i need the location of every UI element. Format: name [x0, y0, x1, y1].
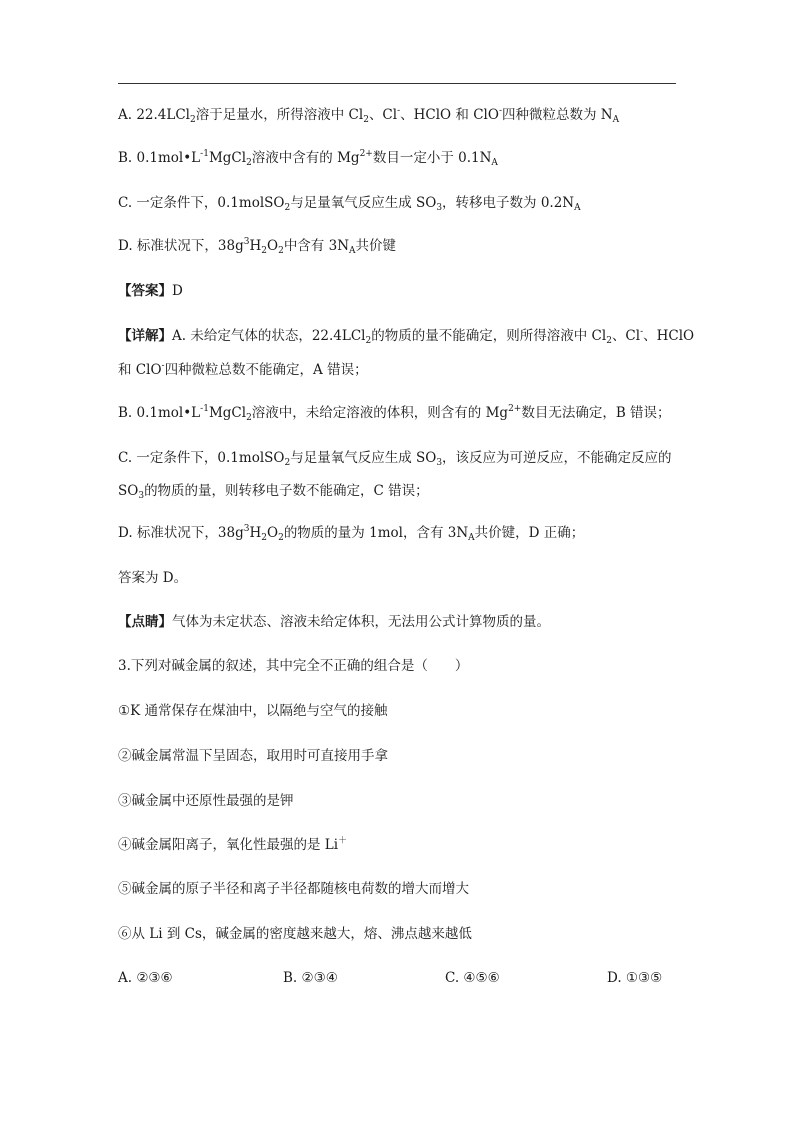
- subscript: A: [349, 246, 356, 256]
- tip-line: [118, 612, 550, 632]
- text: O: [267, 238, 279, 254]
- subscript: A: [612, 115, 620, 125]
- explanation-c-line: [118, 448, 672, 468]
- question-3-title: 3.下列对碱金属的叙述，其中完全不正确的组合是（ ）: [118, 658, 469, 674]
- text: ，转移电子数为 0.2N: [442, 195, 575, 211]
- text: 溶液中，未给定溶液的体积，则含有的 Mg: [251, 405, 509, 421]
- statement-1: ①K 通常保存在煤油中，以隔绝与空气的接触: [118, 703, 388, 719]
- answer-line: [118, 281, 183, 301]
- subscript: 2: [261, 533, 267, 543]
- text: 和 ClO: [118, 362, 162, 378]
- subscript: A: [491, 158, 498, 168]
- superscript: ＋: [338, 836, 348, 846]
- tip-label: 【点睛】: [118, 614, 172, 630]
- tip-text: 气体为未定状态、溶液未给定体积，无法用公式计算物质的量。: [172, 614, 550, 630]
- subscript: A: [574, 203, 581, 213]
- subscript: 3: [436, 203, 443, 213]
- choice-c: C. ④⑤⑥: [445, 970, 500, 986]
- text: B. 0.1mol•L: [118, 150, 201, 166]
- superscript: -: [397, 106, 401, 116]
- explanation-a-line: [118, 326, 694, 346]
- text: 与足量氧气反应生成 SO: [290, 450, 437, 466]
- choice-a: A. ②③⑥: [118, 970, 173, 986]
- option-b-line: [118, 148, 498, 168]
- option-a-line: [118, 105, 619, 125]
- explanation-c-line-2: [118, 481, 429, 501]
- subscript: 2: [190, 115, 196, 125]
- explanation-a-line-2: [118, 360, 368, 380]
- text: 的物质的量为 1mol，含有 3N: [283, 525, 469, 541]
- choice-d: D. ①③⑤: [607, 970, 663, 986]
- superscript: 2+: [359, 149, 373, 159]
- text: SO: [118, 483, 139, 499]
- subscript: 2: [246, 158, 252, 168]
- text: 数目一定小于 0.1N: [372, 150, 492, 166]
- text: MgCl: [208, 405, 247, 421]
- subscript: 2: [246, 413, 252, 423]
- subscript: 2: [284, 458, 291, 468]
- statement-2: ②碱金属常温下呈固态，取用时可直接用手拿: [118, 748, 388, 764]
- subscript: 2: [284, 203, 291, 213]
- text: A. 未给定气体的状态，22.4LCl: [172, 328, 366, 344]
- subscript: 2: [363, 115, 369, 125]
- superscript: -1: [200, 149, 209, 159]
- text: 共价键，D 正确；: [474, 525, 585, 541]
- explanation-b-line: [118, 403, 671, 423]
- explanation-d-line: [118, 523, 584, 543]
- answer-value: D: [172, 283, 183, 299]
- text: 数目无法确定，B 错误；: [521, 405, 671, 421]
- text: 的物质的量不能确定，则所得溶液中 Cl: [371, 328, 607, 344]
- option-c-line: [118, 193, 581, 213]
- subscript: 3: [138, 491, 145, 501]
- statement-6: ⑥从 Li 到 Cs，碱金属的密度越来越大，熔、沸点越来越低: [118, 926, 472, 942]
- text: MgCl: [208, 150, 247, 166]
- text: 、HClO 和 ClO: [400, 107, 499, 123]
- superscript: 2+: [508, 404, 522, 414]
- text: 、HClO: [643, 328, 695, 344]
- text: 中含有 3N: [283, 238, 350, 254]
- text: H: [249, 525, 262, 541]
- statement-4: [118, 835, 347, 855]
- text: A. 22.4LCl: [118, 107, 191, 123]
- text: H: [249, 238, 262, 254]
- subscript: 2: [365, 336, 372, 346]
- superscript: -: [640, 327, 644, 337]
- superscript: -: [161, 361, 165, 371]
- subscript: 2: [278, 533, 284, 543]
- text: 的物质的量，则转移电子数不能确定，C 错误；: [144, 483, 429, 499]
- option-d-line: [118, 236, 396, 256]
- text: D. 标准状况下，38g: [118, 525, 244, 541]
- text: ④碱金属阳离子，氧化性最强的是 Li: [118, 837, 339, 853]
- explanation-label: 【详解】: [118, 328, 172, 344]
- text: 共价键: [355, 238, 397, 254]
- subscript: 2: [278, 246, 284, 256]
- answer-summary: 答案为 D。: [118, 570, 188, 586]
- choice-b: B. ②③④: [283, 970, 338, 986]
- text: D. 标准状况下，38g: [118, 238, 244, 254]
- text: ，该反应为可逆反应，不能确定反应的: [442, 450, 672, 466]
- text: 、Cl: [611, 328, 641, 344]
- superscript: -1: [200, 404, 209, 414]
- statement-5: ⑤碱金属的原子半径和离子半径都随核电荷数的增大而增大: [118, 881, 469, 897]
- subscript: 2: [261, 246, 267, 256]
- subscript: 2: [606, 336, 612, 346]
- superscript: 3: [243, 237, 250, 247]
- superscript: 3: [243, 524, 250, 534]
- subscript: 3: [436, 458, 443, 468]
- header-rule: [118, 83, 676, 84]
- superscript: -: [498, 106, 502, 116]
- answer-label: 【答案】: [118, 283, 172, 299]
- text: C. 一定条件下，0.1molSO: [118, 450, 285, 466]
- text: B. 0.1mol•L: [118, 405, 201, 421]
- text: 与足量氧气反应生成 SO: [290, 195, 437, 211]
- text: O: [267, 525, 279, 541]
- text: 溶于足量水，所得溶液中 Cl: [195, 107, 364, 123]
- text: 、Cl: [368, 107, 398, 123]
- text: C. 一定条件下，0.1molSO: [118, 195, 285, 211]
- statement-3: ③碱金属中还原性最强的是钾: [118, 793, 294, 809]
- subscript: A: [468, 533, 475, 543]
- text: 四种微粒总数不能确定，A 错误；: [164, 362, 368, 378]
- text: 四种微粒总数为 N: [501, 107, 613, 123]
- text: 溶液中含有的 Mg: [251, 150, 360, 166]
